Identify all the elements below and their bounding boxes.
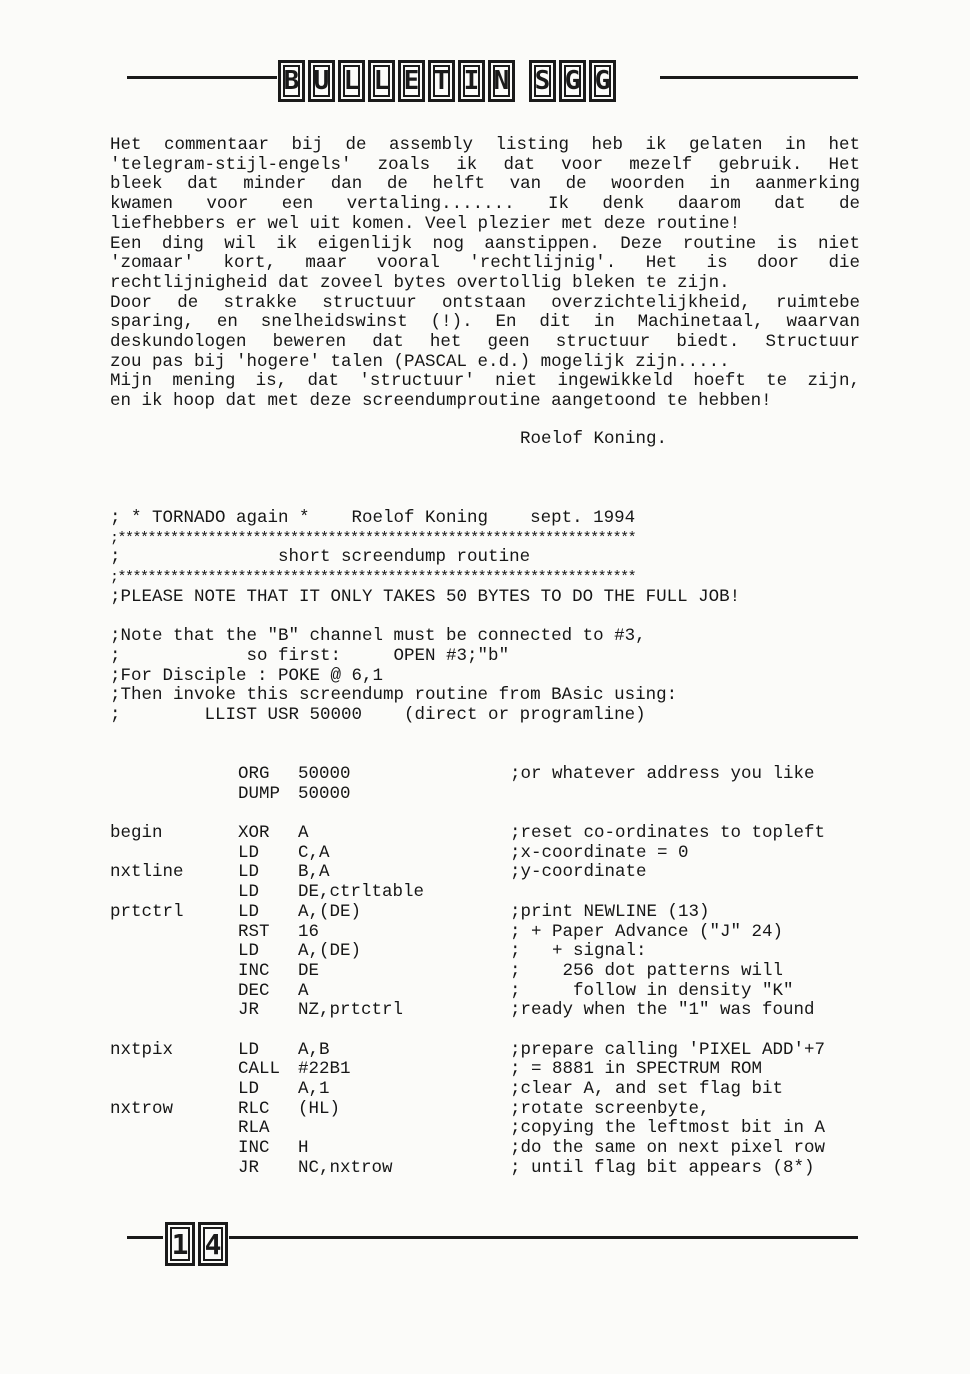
asm-operand: NZ,prtctrl xyxy=(298,1000,404,1021)
asm-label xyxy=(110,923,238,943)
text-line: Een ding wil ik eigenlijk nog aanstippen. Deze routine is niet xyxy=(110,234,860,254)
code-line: ; LLIST USR 50000 (direct or programline) xyxy=(110,705,646,725)
asm-opcode: RLC xyxy=(238,1098,270,1119)
asm-row xyxy=(110,1159,870,1179)
asm-row xyxy=(110,1080,870,1100)
text-line: zou pas bij 'hogere' talen (PASCAL e.d.) mogelijk zijn..... xyxy=(110,352,730,372)
text-line: Mijn mening is, dat 'structuur' niet ingewikkeld hoeft te zijn, xyxy=(110,372,860,392)
footer-rule-left xyxy=(127,1236,163,1239)
asm-label xyxy=(110,1139,238,1159)
asm-row xyxy=(110,765,870,785)
asm-label xyxy=(110,1159,238,1179)
asm-label: nxtpix xyxy=(110,1039,174,1060)
asm-label xyxy=(110,982,238,1002)
text-line: rechtlijnigheid dat zoveel bytes overtollig bleken te zijn. xyxy=(110,273,730,293)
asm-comment: ;y-coordinate xyxy=(510,862,647,883)
asm-label: begin xyxy=(110,823,163,844)
asm-opcode: CALL xyxy=(238,1059,281,1080)
asm-comment: ; 256 dot patterns will xyxy=(510,960,784,981)
asm-comment: ;print NEWLINE (13) xyxy=(510,901,710,922)
asm-operand: A xyxy=(298,823,309,844)
code-line xyxy=(110,607,870,627)
asm-opcode: LD xyxy=(238,862,260,883)
asm-opcode: ORG xyxy=(238,764,270,784)
text-line: kwamen voor een vertaling....... Ik denk daarom dat de xyxy=(110,195,860,215)
asm-label xyxy=(110,1060,238,1080)
asm-row xyxy=(110,1001,870,1021)
asm-operand: DE xyxy=(298,960,320,981)
asm-row xyxy=(110,903,870,923)
asm-comment: ; + Paper Advance ("J" 24) xyxy=(510,921,784,942)
asm-operand: (HL) xyxy=(298,1098,341,1119)
asm-label xyxy=(110,1080,238,1100)
asm-comment: ;rotate screenbyte, xyxy=(510,1098,710,1119)
asm-comment: ;copying the leftmost bit in A xyxy=(510,1118,826,1139)
asm-label xyxy=(110,1001,238,1021)
asm-comment: ;clear A, and set flag bit xyxy=(510,1079,784,1099)
logo-letter: E xyxy=(398,60,425,102)
asm-opcode: DEC xyxy=(238,980,270,1001)
asm-label xyxy=(110,942,238,962)
asm-comment: ; follow in density "K" xyxy=(510,980,794,1001)
asm-operand: 16 xyxy=(298,921,320,942)
asm-comment: ;ready when the "1" was found xyxy=(510,1000,815,1021)
asm-comment: ;do the same on next pixel row xyxy=(510,1138,826,1159)
asm-row xyxy=(110,1041,870,1061)
text-line: Het commentaar bij de assembly listing heb ik gelaten in het xyxy=(110,136,860,155)
asm-opcode: XOR xyxy=(238,823,270,844)
asm-operand: A,1 xyxy=(298,1079,330,1099)
asm-operand xyxy=(298,804,510,824)
asm-opcode: LD xyxy=(238,882,260,903)
code-header xyxy=(110,509,870,726)
code-line: ;For Disciple : POKE @ 6,1 xyxy=(110,666,384,686)
asm-label: nxtrow xyxy=(110,1098,174,1119)
code-line: ; short screendump routine xyxy=(110,548,531,568)
asm-comment: ; until flag bit appears (8*) xyxy=(510,1157,815,1178)
asm-opcode: JR xyxy=(238,1157,260,1178)
text-line: sparing, en snelheidswinst (!). En dit in Machinetaal, waarvan xyxy=(110,313,860,333)
text-line: 'zomaar' kort, maar vooral 'rechtlijnig'. Het is door die xyxy=(110,254,860,274)
asm-operand: B,A xyxy=(298,862,330,883)
code-line: ; so first: OPEN #3;"b" xyxy=(110,646,510,666)
asm-opcode: DUMP xyxy=(238,783,281,804)
asm-opcode: INC xyxy=(238,960,270,981)
asm-row xyxy=(110,1060,870,1080)
asm-opcode: JR xyxy=(238,1000,260,1021)
bulletin-logo xyxy=(278,60,616,102)
asm-operand: A,B xyxy=(298,1039,330,1060)
asm-comment xyxy=(510,883,870,903)
logo-letter: L xyxy=(368,60,395,102)
asm-comment xyxy=(510,1021,870,1041)
asm-row xyxy=(110,844,870,864)
logo-letter: B xyxy=(278,60,305,102)
asm-row xyxy=(110,824,870,844)
asm-row xyxy=(110,1021,870,1041)
asm-opcode: LD xyxy=(238,842,260,863)
asm-opcode: LD xyxy=(238,1079,260,1099)
code-line: ;Then invoke this screendump routine from BAsic using: xyxy=(110,686,678,706)
asm-label xyxy=(110,785,238,805)
logo-letter: L xyxy=(338,60,365,102)
code-line: ; * TORNADO again * Roelof Koning sept. 1994 xyxy=(110,509,636,528)
article-text xyxy=(110,136,860,450)
asm-row xyxy=(110,982,870,1002)
asm-operand: H xyxy=(298,1138,309,1159)
asm-opcode: LD xyxy=(238,901,260,922)
asm-operand: 50000 xyxy=(298,764,351,784)
asm-row xyxy=(110,1139,870,1159)
asm-row xyxy=(110,1119,870,1139)
code-line: ;PLEASE NOTE THAT IT ONLY TAKES 50 BYTES TO DO THE FULL JOB! xyxy=(110,587,741,607)
text-line: en ik hoop dat met deze screendumproutine aangetoond te hebben! xyxy=(110,392,772,412)
asm-operand: NC,nxtrow xyxy=(298,1157,393,1178)
text-line: Door de strakke structuur ontstaan overzichtelijkheid, ruimtebe xyxy=(110,293,860,313)
logo-letter: G xyxy=(589,60,616,102)
logo-letter: S xyxy=(529,60,556,102)
asm-label xyxy=(110,1119,238,1139)
asm-comment: ; = 8881 in SPECTRUM ROM xyxy=(510,1059,763,1080)
text-line: liefhebbers er wel uit komen. Veel plezier met deze routine! xyxy=(110,214,741,234)
asm-operand: #22B1 xyxy=(298,1059,351,1080)
asm-operand: DE,ctrltable xyxy=(298,882,425,903)
code-divider: ;********************************************************************* xyxy=(110,569,636,587)
logo-letter: U xyxy=(308,60,335,102)
asm-comment: ;prepare calling 'PIXEL ADD'+7 xyxy=(510,1039,826,1060)
asm-comment: ;or whatever address you like xyxy=(510,764,815,784)
asm-comment: ;reset co-ordinates to topleft xyxy=(510,823,826,844)
asm-opcode: RST xyxy=(238,921,270,942)
page-number-digit: 1 xyxy=(165,1222,195,1266)
logo-letter: G xyxy=(559,60,586,102)
asm-row xyxy=(110,785,870,805)
asm-row xyxy=(110,863,870,883)
asm-comment xyxy=(510,804,870,824)
asm-operand xyxy=(298,1021,510,1041)
text-line: 'telegram-stijl-engels' zoals ik dat voor mezelf gebruik. Het xyxy=(110,155,860,175)
asm-label xyxy=(110,765,238,785)
asm-opcode xyxy=(238,804,298,824)
asm-comment: ; + signal: xyxy=(510,941,647,962)
header-rule-left xyxy=(127,76,277,79)
logo-letter: N xyxy=(488,60,515,102)
signature: Roelof Koning. xyxy=(520,429,668,449)
asm-label: prtctrl xyxy=(110,901,184,922)
asm-label xyxy=(110,804,238,824)
asm-label xyxy=(110,883,238,903)
asm-opcode: LD xyxy=(238,941,260,962)
asm-opcode xyxy=(238,1021,298,1041)
asm-comment xyxy=(510,785,870,805)
asm-opcode: RLA xyxy=(238,1118,270,1139)
logo-letter: I xyxy=(458,60,485,102)
asm-opcode: INC xyxy=(238,1138,270,1159)
page-number-digit: 4 xyxy=(198,1222,228,1266)
asm-row xyxy=(110,883,870,903)
header-rule-right xyxy=(660,76,858,79)
asm-label xyxy=(110,962,238,982)
code-line: ;Note that the "B" channel must be connected to #3, xyxy=(110,627,646,647)
assembly-listing xyxy=(110,765,870,1178)
asm-row xyxy=(110,942,870,962)
asm-label xyxy=(110,844,238,864)
asm-operand: 50000 xyxy=(298,783,351,804)
text-line: bleek dat minder dan de helft van de woorden in aanmerking xyxy=(110,175,860,195)
asm-row xyxy=(110,923,870,943)
asm-operand: A xyxy=(298,980,309,1001)
asm-opcode: LD xyxy=(238,1039,260,1060)
asm-row xyxy=(110,962,870,982)
asm-operand: A,(DE) xyxy=(298,941,362,962)
asm-label: nxtline xyxy=(110,862,184,883)
asm-operand: C,A xyxy=(298,842,330,863)
asm-operand: A,(DE) xyxy=(298,901,362,922)
code-divider: ;********************************************************************* xyxy=(110,529,636,547)
text-line: deskundologen beweren dat het geen structuur biedt. Structuur xyxy=(110,333,860,353)
asm-row xyxy=(110,1100,870,1120)
asm-comment: ;x-coordinate = 0 xyxy=(510,842,689,863)
page-number xyxy=(165,1222,228,1266)
asm-row xyxy=(110,804,870,824)
logo-letter: T xyxy=(428,60,455,102)
asm-operand xyxy=(298,1119,510,1139)
footer-rule-right xyxy=(229,1236,858,1239)
asm-label xyxy=(110,1021,238,1041)
